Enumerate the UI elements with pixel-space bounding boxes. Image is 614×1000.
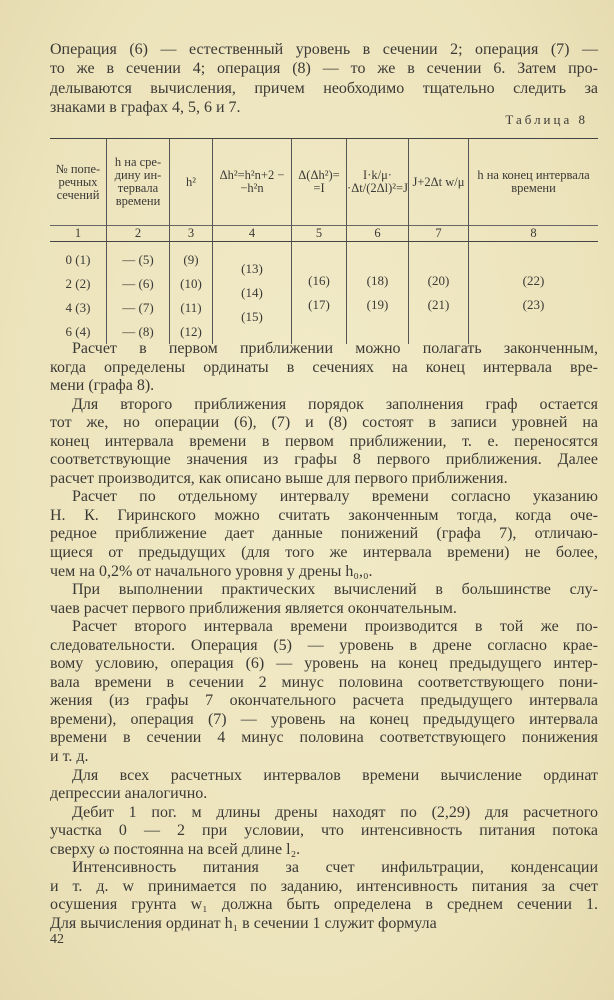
- text-line: Расчет в первом приближении можно полагать законченным,: [72, 340, 598, 357]
- cell-col8: [469, 242, 599, 345]
- table-cell-value: (12): [180, 324, 202, 339]
- text-line: Н. К. Гиринского можно считать законченным тогда, когда оче-: [50, 506, 598, 524]
- text-line: чаев расчет первого приближения является окончательным.: [50, 599, 457, 617]
- table-cell-value: 0 (1): [65, 252, 91, 267]
- text-line: чем на 0,2% от начального уровня у дрены h₀,₀.: [50, 562, 373, 580]
- table-8: [50, 138, 598, 344]
- text-line: Расчет второго интервала времени производится в той же по-: [72, 618, 598, 636]
- table-cell-value: (20): [427, 273, 450, 288]
- intro-paragraph: [50, 40, 598, 117]
- text-line: конец интервала времени в первом приближении, т. е. переносятся: [50, 432, 598, 450]
- text-line: времени), операция (7) — уровень на конец предыдущего интервала: [50, 710, 598, 728]
- text-line: депрессии аналогично.: [50, 785, 208, 803]
- text-line: жения (из графы 7 окончательного расчета предыдущего интервала: [50, 692, 598, 710]
- text-line: времени в сечении 4 минус половина соответствующего понижения: [50, 729, 598, 747]
- table-cell-value: (19): [366, 297, 389, 312]
- table-cell-value: (13): [241, 261, 263, 276]
- table-caption: Таблица 8: [505, 112, 588, 127]
- cell-col5: [292, 242, 347, 345]
- table-cell-value: — (5): [122, 252, 154, 267]
- header-h-mid: h на сре-дину ин-тервала времени: [107, 139, 170, 226]
- text-line: вала времени в сечении 2 минус половина соответствующего пони-: [50, 673, 598, 691]
- table-cell-value: 6 (4): [65, 324, 91, 339]
- col-number: 2: [107, 226, 170, 242]
- table-cell-value: (21): [427, 297, 450, 312]
- text-line: расчет производится, как описано выше для первого приближения.: [50, 469, 508, 487]
- header-h2: h²: [170, 139, 213, 226]
- cell-col6: [347, 242, 409, 345]
- text-line: сверху ω постоянна на всей длине l₂.: [50, 840, 301, 858]
- text-line: Расчет по отдельному интервалу времени согласно указанию: [72, 488, 598, 506]
- text-line: Дебит 1 пог. м длины дрены находят по (2,29) для расчетного: [72, 803, 598, 821]
- col-number: 1: [50, 226, 107, 242]
- col-number: 6: [347, 226, 409, 242]
- text-line: Интенсивность питания за счет инфильтрации, конденсации: [72, 859, 598, 877]
- text-line: участка 0 — 2 при условии, что интенсивность питания потока: [50, 822, 598, 840]
- text-line: делываются вычисления, причем необходимо тщательно следить за: [50, 79, 598, 97]
- text-line: щиеся от предыдущих (для того же интервала времени) не более,: [50, 544, 598, 562]
- col-number: 8: [469, 226, 599, 242]
- table-cell-value: 4 (3): [65, 300, 91, 315]
- cell-col7: [409, 242, 469, 345]
- text-line: тот же, но операции (6), (7) и (8) состоят в записи уровней на: [50, 414, 598, 432]
- cell-col4: [213, 242, 292, 345]
- text-line: соответствующие значения из графы 8 первого приближения. Далее: [50, 451, 598, 469]
- text-line: Для второго приближения порядок заполнения граф остается: [72, 395, 598, 413]
- cell-col3: [170, 242, 213, 345]
- table-cell-value: (14): [241, 285, 263, 300]
- col-number: 7: [409, 226, 469, 242]
- table-cell-value: (11): [180, 300, 202, 315]
- table-cell-value: (18): [366, 273, 389, 288]
- table-cell-value: — (7): [122, 300, 154, 315]
- header-h-end: h на конец интервала времени: [469, 139, 599, 226]
- table-cell-value: — (6): [122, 276, 154, 291]
- text-line: Для вычисления ординат h₁ в сечении 1 служит формула: [50, 914, 437, 932]
- table-cell-value: (23): [522, 297, 545, 312]
- text-line: редное приближение дает данные понижений (графа 7), отличаю-: [50, 525, 598, 543]
- col-number: 4: [213, 226, 292, 242]
- table-cell-value: (16): [308, 273, 330, 288]
- cell-col2: [107, 242, 170, 345]
- header-section-no: № попе-речных сечений: [50, 139, 107, 226]
- table-cell-value: (22): [522, 273, 545, 288]
- text-line: мени (графа 8).: [50, 377, 155, 395]
- body-text: [50, 340, 598, 934]
- text-line: следовательности. Операция (5) — уровень в дрене согласно крае-: [50, 636, 598, 654]
- text-line: Операция (6) — естественный уровень в сечении 2; операция (7) —: [50, 41, 598, 58]
- text-line: При выполнении практических вычислений в большинстве слу-: [72, 581, 598, 599]
- header-j-plus: J+2Δt w/μ: [409, 139, 469, 226]
- page-number: 42: [50, 932, 64, 947]
- col-number: 5: [292, 226, 347, 242]
- table-cell-value: (9): [183, 252, 199, 267]
- table-cell-value: 2 (2): [65, 276, 91, 291]
- table-cell-value: (10): [180, 276, 202, 291]
- text-line: знаками в графах 4, 5, 6 и 7.: [50, 98, 241, 116]
- text-line: то же в сечении 4; операция (8) — то же в сечении 6. Затем про-: [50, 60, 598, 78]
- table-cell-value: (17): [308, 297, 330, 312]
- header-j: I·k/μ· ·Δt/(2Δl)²=J: [347, 139, 409, 226]
- text-line: и т. д. w принимается по заданию, интенсивность питания за счет: [50, 877, 598, 895]
- text-line: вому условию, операция (6) — уровень на конец предыдущего интер-: [50, 655, 598, 673]
- header-delta-delta-h2: Δ(Δh²)= =I: [292, 139, 347, 226]
- table-cell-value: (15): [241, 309, 263, 324]
- text-line: Для всех расчетных интервалов времени вычисление ординат: [72, 766, 598, 784]
- cell-col1: [50, 242, 107, 345]
- table-cell-value: — (8): [122, 324, 154, 339]
- header-delta-h2: Δh²=h²n+2 − −h²n: [213, 139, 292, 226]
- text-line: когда определены ординаты в сечениях на конец интервала вре-: [50, 358, 598, 376]
- text-line: осушения грунта w₁ должна быть определена в среднем сечении 1.: [50, 896, 598, 914]
- col-number: 3: [170, 226, 213, 242]
- text-line: и т. д.: [50, 748, 89, 766]
